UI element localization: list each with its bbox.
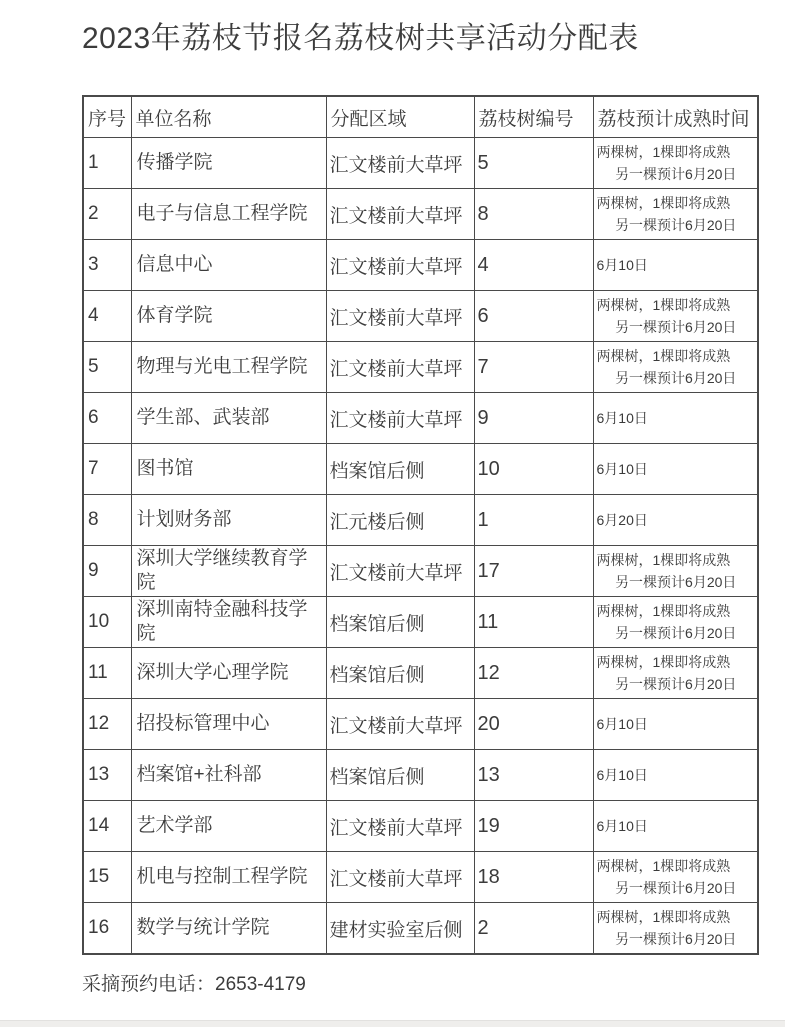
- table-row: [83, 597, 758, 648]
- cell-tree-number: 10: [474, 444, 593, 495]
- cell-tree-number: 12: [474, 648, 593, 699]
- table-row: [83, 342, 758, 393]
- cell-area: 汇文楼前大草坪: [326, 852, 474, 903]
- cell-maturity: [593, 291, 758, 342]
- col-header-tree-number: 荔枝树编号: [474, 96, 593, 138]
- allocation-table: [82, 95, 759, 955]
- col-header-maturity-time: 荔枝预计成熟时间: [593, 96, 758, 138]
- cell-tree-number: 9: [474, 393, 593, 444]
- cell-maturity: [593, 852, 758, 903]
- cell-area: 汇文楼前大草坪: [326, 699, 474, 750]
- cell-index: 1: [83, 138, 131, 189]
- cell-tree-number: 7: [474, 342, 593, 393]
- cell-maturity: [593, 903, 758, 955]
- cell-unit-name: 招投标管理中心: [131, 699, 326, 750]
- cell-maturity: [593, 138, 758, 189]
- maturity-line-2: 另一棵预计6月20日: [615, 676, 737, 692]
- cell-tree-number: 5: [474, 138, 593, 189]
- maturity-line-1: 两棵树，1棵即将成熟: [596, 654, 731, 670]
- cell-maturity: [593, 393, 758, 444]
- maturity-line-1: 6月10日: [596, 257, 648, 273]
- maturity-line-2: 另一棵预计6月20日: [615, 319, 737, 335]
- maturity-line-2: 另一棵预计6月20日: [615, 625, 737, 641]
- cell-maturity: [593, 699, 758, 750]
- cell-area: 档案馆后侧: [326, 648, 474, 699]
- cell-unit-name: 艺术学部: [131, 801, 326, 852]
- col-header-unit-name: 单位名称: [131, 96, 326, 138]
- cell-tree-number: 17: [474, 546, 593, 597]
- cell-index: 13: [83, 750, 131, 801]
- maturity-line-1: 6月10日: [596, 410, 648, 426]
- maturity-line-2: 另一棵预计6月20日: [615, 370, 737, 386]
- cell-unit-name: 传播学院: [131, 138, 326, 189]
- cell-area: 汇文楼前大草坪: [326, 342, 474, 393]
- maturity-line-1: 两棵树，1棵即将成熟: [596, 144, 731, 160]
- maturity-line-2: 另一棵预计6月20日: [615, 574, 737, 590]
- table-row: [83, 546, 758, 597]
- cell-maturity: [593, 648, 758, 699]
- maturity-line-2: 另一棵预计6月20日: [615, 880, 737, 896]
- cell-maturity: [593, 240, 758, 291]
- cell-unit-name: 物理与光电工程学院: [131, 342, 326, 393]
- cell-tree-number: 4: [474, 240, 593, 291]
- cell-index: 6: [83, 393, 131, 444]
- cell-unit-name: 数学与统计学院: [131, 903, 326, 955]
- cell-tree-number: 13: [474, 750, 593, 801]
- maturity-line-1: 两棵树，1棵即将成熟: [596, 858, 731, 874]
- maturity-line-1: 两棵树，1棵即将成熟: [596, 297, 731, 313]
- table-row: [83, 240, 758, 291]
- cell-unit-name: 信息中心: [131, 240, 326, 291]
- maturity-line-2: 另一棵预计6月20日: [615, 166, 737, 182]
- cell-tree-number: 2: [474, 903, 593, 955]
- bottom-strip: [0, 1020, 785, 1027]
- cell-unit-name: 体育学院: [131, 291, 326, 342]
- cell-area: 汇文楼前大草坪: [326, 801, 474, 852]
- maturity-line-1: 两棵树，1棵即将成熟: [596, 552, 731, 568]
- cell-area: 档案馆后侧: [326, 750, 474, 801]
- cell-index: 5: [83, 342, 131, 393]
- cell-tree-number: 19: [474, 801, 593, 852]
- pickup-phone-note: 采摘预约电话：2653-4179: [82, 974, 306, 995]
- cell-area: 汇文楼前大草坪: [326, 138, 474, 189]
- maturity-line-1: 6月10日: [596, 818, 648, 834]
- table-row: [83, 699, 758, 750]
- table-row: [83, 801, 758, 852]
- cell-unit-name: 深圳大学继续教育学院: [131, 546, 326, 597]
- table-row: [83, 138, 758, 189]
- table-row: [83, 750, 758, 801]
- cell-tree-number: 1: [474, 495, 593, 546]
- cell-area: 汇文楼前大草坪: [326, 291, 474, 342]
- cell-index: 8: [83, 495, 131, 546]
- maturity-line-1: 两棵树，1棵即将成熟: [596, 909, 731, 925]
- maturity-line-1: 6月10日: [596, 461, 648, 477]
- table-row: [83, 903, 758, 955]
- cell-maturity: [593, 189, 758, 240]
- table-row: [83, 189, 758, 240]
- cell-area: 档案馆后侧: [326, 444, 474, 495]
- table-row: [83, 291, 758, 342]
- table-row: [83, 393, 758, 444]
- cell-index: 12: [83, 699, 131, 750]
- cell-area: 汇文楼前大草坪: [326, 240, 474, 291]
- maturity-line-1: 两棵树，1棵即将成熟: [596, 603, 731, 619]
- cell-area: 汇元楼后侧: [326, 495, 474, 546]
- cell-maturity: [593, 597, 758, 648]
- col-header-index: 序号: [83, 96, 131, 138]
- cell-area: 建材实验室后侧: [326, 903, 474, 955]
- cell-index: 11: [83, 648, 131, 699]
- cell-index: 3: [83, 240, 131, 291]
- cell-unit-name: 深圳南特金融科技学院: [131, 597, 326, 648]
- cell-index: 10: [83, 597, 131, 648]
- cell-area: 汇文楼前大草坪: [326, 393, 474, 444]
- cell-index: 2: [83, 189, 131, 240]
- maturity-line-2: 另一棵预计6月20日: [615, 931, 737, 947]
- cell-unit-name: 档案馆+社科部: [131, 750, 326, 801]
- cell-area: 档案馆后侧: [326, 597, 474, 648]
- cell-unit-name: 计划财务部: [131, 495, 326, 546]
- cell-unit-name: 图书馆: [131, 444, 326, 495]
- cell-maturity: [593, 801, 758, 852]
- cell-unit-name: 学生部、武装部: [131, 393, 326, 444]
- cell-unit-name: 机电与控制工程学院: [131, 852, 326, 903]
- cell-index: 7: [83, 444, 131, 495]
- cell-unit-name: 电子与信息工程学院: [131, 189, 326, 240]
- cell-maturity: [593, 495, 758, 546]
- cell-tree-number: 20: [474, 699, 593, 750]
- cell-index: 9: [83, 546, 131, 597]
- cell-index: 15: [83, 852, 131, 903]
- cell-unit-name: 深圳大学心理学院: [131, 648, 326, 699]
- table-row: [83, 852, 758, 903]
- table-row: [83, 648, 758, 699]
- maturity-line-1: 两棵树，1棵即将成熟: [596, 195, 731, 211]
- cell-maturity: [593, 750, 758, 801]
- cell-index: 14: [83, 801, 131, 852]
- page-title: 2023年荔枝节报名荔枝树共享活动分配表: [82, 22, 639, 55]
- cell-maturity: [593, 444, 758, 495]
- table-row: [83, 495, 758, 546]
- col-header-area: 分配区域: [326, 96, 474, 138]
- table-row: [83, 444, 758, 495]
- maturity-line-1: 6月20日: [596, 512, 648, 528]
- maturity-line-1: 6月10日: [596, 767, 648, 783]
- header-row: [83, 96, 758, 138]
- maturity-line-1: 6月10日: [596, 716, 648, 732]
- maturity-line-2: 另一棵预计6月20日: [615, 217, 737, 233]
- maturity-line-1: 两棵树，1棵即将成熟: [596, 348, 731, 364]
- cell-tree-number: 11: [474, 597, 593, 648]
- cell-area: 汇文楼前大草坪: [326, 546, 474, 597]
- cell-area: 汇文楼前大草坪: [326, 189, 474, 240]
- cell-maturity: [593, 546, 758, 597]
- cell-index: 4: [83, 291, 131, 342]
- cell-tree-number: 8: [474, 189, 593, 240]
- cell-index: 16: [83, 903, 131, 955]
- cell-maturity: [593, 342, 758, 393]
- cell-tree-number: 18: [474, 852, 593, 903]
- cell-tree-number: 6: [474, 291, 593, 342]
